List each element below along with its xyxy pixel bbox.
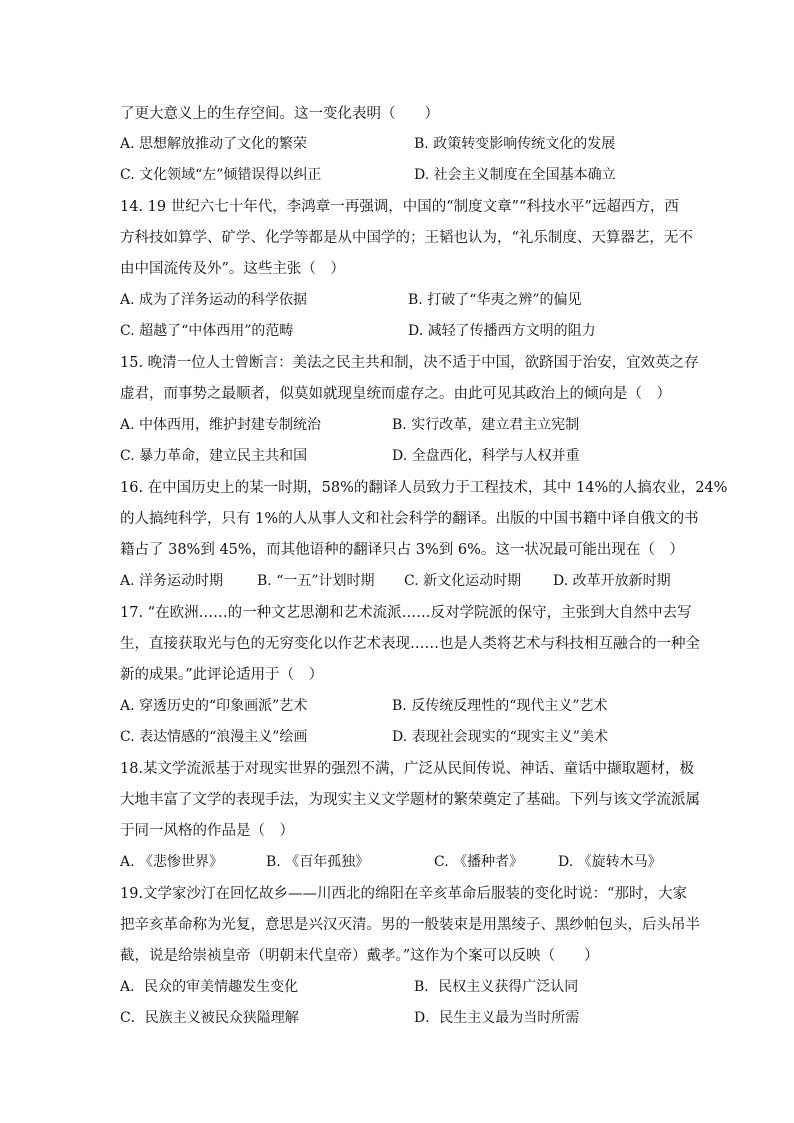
- q18-option-b: B. 《百年孤独》: [266, 854, 370, 870]
- q17-option-c: C. 表达情感的“浪漫主义”绘画: [120, 729, 308, 745]
- q18-option-a: A. 《悲惨世界》: [120, 854, 224, 870]
- q16-stem-line-3: 籍占了 38%到 45%，而其他语种的翻译只占 3%到 6%。这一状况最可能出现在（ ）: [120, 542, 684, 558]
- q15-option-b: B. 实行改革，建立君主立宪制: [392, 417, 580, 433]
- q17-stem-line-2: 生，直接获取光与色的无穷变化以作艺术表现……也是人类将艺术与科技相互融合的一种全: [120, 636, 700, 652]
- q13-option-c: C. 文化领域“左”倾错误得以纠正: [120, 167, 322, 183]
- q13-option-b: B. 政策转变影响传统文化的发展: [414, 136, 616, 152]
- q14-option-d: D. 减轻了传播西方文明的阻力: [408, 323, 596, 339]
- q14-stem-line-2: 方科技如算学、矿学、化学等都是从中国学的；王韬也认为，“礼乐制度、天算器艺，无不: [120, 230, 693, 246]
- q19-stem-line-3: 截，说是给崇祯皇帝（明朝末代皇帝）戴孝。”这作为个案可以反映（ ）: [120, 948, 599, 964]
- q17-option-d: D. 表现社会现实的“现实主义”美术: [392, 729, 608, 745]
- q17-option-a: A. 穿透历史的“印象画派”艺术: [120, 698, 308, 714]
- q17-option-b: B. 反传统反理性的“现代主义”艺术: [392, 698, 608, 714]
- q14-option-a: A. 成为了洋务运动的科学依据: [120, 292, 308, 308]
- q13-stem: 了更大意义上的生存空间。这一变化表明（ ）: [120, 106, 439, 122]
- q19-option-a: A．民众的审美情趣发生变化: [120, 979, 299, 995]
- q18-stem-line-1: 18.某文学流派基于对现实世界的强烈不满，广泛从民间传说、神话、童话中撷取题材，极: [120, 761, 695, 777]
- q15-option-c: C. 暴力革命，建立民主共和国: [120, 448, 308, 464]
- q14-option-c: C. 超越了“中体西用”的范畴: [120, 323, 294, 339]
- q18-option-d: D. 《旋转木马》: [558, 854, 662, 870]
- q15-stem-line-2: 虚君，而事势之最顺者，似莫如就现皇统而虚存之。由此可见其政治上的倾向是（ ）: [120, 386, 671, 402]
- q14-stem-line-3: 由中国流传及外”。这些主张（ ）: [120, 261, 345, 277]
- q13-option-d: D. 社会主义制度在全国基本确立: [414, 167, 616, 183]
- q13-option-a: A. 思想解放推动了文化的繁荣: [120, 136, 308, 152]
- q15-option-d: D. 全盘西化，科学与人权并重: [392, 448, 580, 464]
- q19-option-b: B．民权主义获得广泛认同: [414, 979, 579, 995]
- q14-option-b: B. 打破了“华夷之辨”的偏见: [408, 292, 582, 308]
- q19-stem-line-1: 19.文学家沙汀在回忆故乡——川西北的绵阳在辛亥革命后服装的变化时说：“那时，大家: [120, 886, 687, 902]
- q14-stem-line-1: 14. 19 世纪六七十年代，李鸿章一再强调，中国的“制度文章”“科技水平”远超西方，西: [120, 199, 679, 215]
- q19-option-d: D．民生主义最为当时所需: [414, 1010, 580, 1026]
- q16-option-d: D. 改革开放新时期: [553, 573, 671, 589]
- q18-option-c: C. 《播种者》: [434, 854, 524, 870]
- q16-option-b: B. “一五”计划时期: [257, 573, 375, 589]
- q17-stem-line-3: 新的成果。”此评论适用于（ ）: [120, 667, 324, 683]
- q16-stem-line-1: 16. 在中国历史上的某一时期，58%的翻译人员致力于工程技术，其中 14%的人搞农业，24%: [120, 480, 728, 496]
- q15-stem-line-1: 15. 晚清一位人士曾断言：美法之民主共和制，决不适于中国，欲跻国于治安，宜效英之存: [120, 355, 699, 371]
- q15-option-a: A. 中体西用，维护封建专制统治: [120, 417, 322, 433]
- q19-stem-line-2: 把辛亥革命称为光复，意思是兴汉灭清。男的一般装束是用黑绫子、黑纱帕包头，后头吊半: [120, 917, 700, 933]
- q17-stem-line-1: 17. “在欧洲……的一种文艺思潮和艺术流派……反对学院派的保守，主张到大自然中去写: [120, 605, 692, 621]
- q16-option-a: A. 洋务运动时期: [120, 573, 224, 589]
- q18-stem-line-2: 大地丰富了文学的表现手法，为现实主义文学题材的繁荣奠定了基础。下列与该文学流派属: [120, 792, 700, 808]
- q19-option-c: C．民族主义被民众狭隘理解: [120, 1010, 299, 1026]
- q16-option-c: C. 新文化运动时期: [404, 573, 522, 589]
- q16-stem-line-2: 的人搞纯科学，只有 1%的人从事人文和社会科学的翻译。出版的中国书籍中译自俄文的书: [120, 511, 699, 527]
- q18-stem-line-3: 于同一风格的作品是（ ）: [120, 823, 294, 839]
